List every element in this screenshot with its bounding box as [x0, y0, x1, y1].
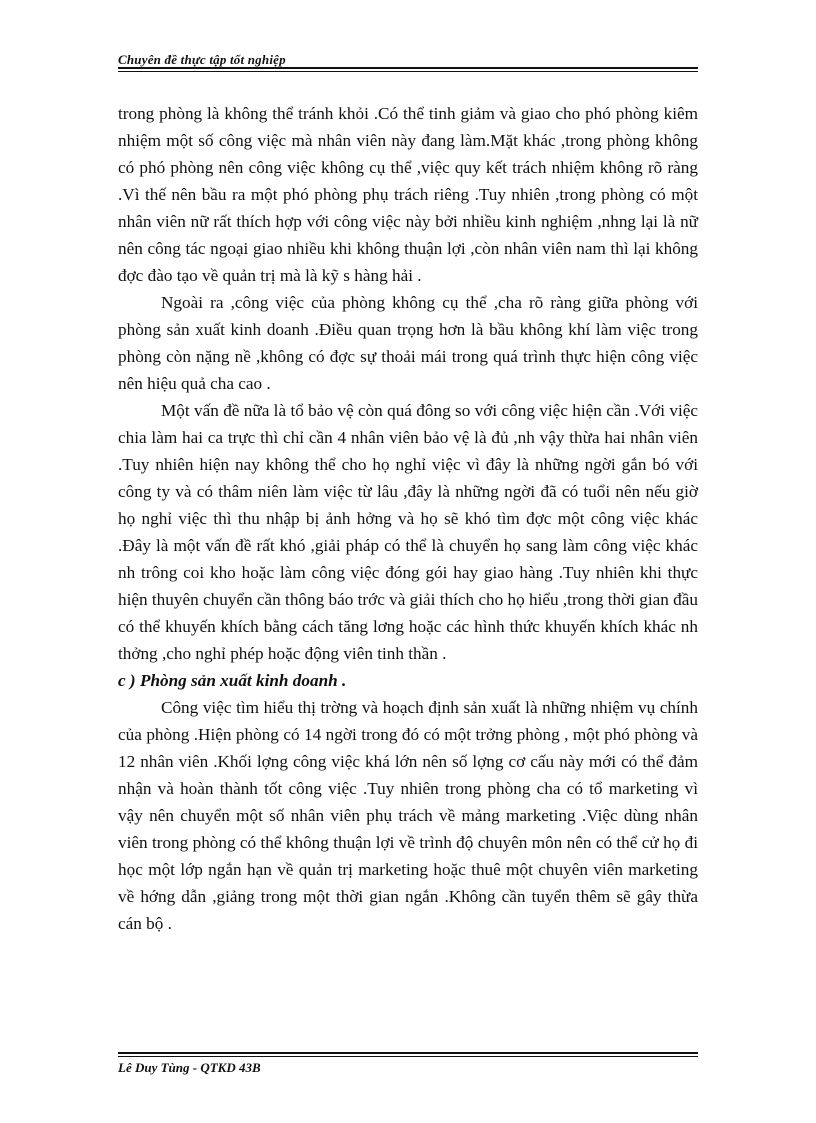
page-header-title: Chuyên đề thực tập tốt nghiệp — [118, 52, 286, 67]
header-divider — [118, 67, 698, 72]
body-paragraph-4: Công việc tìm hiểu thị trờng và hoạch định sản xuất là những nhiệm vụ chính của phòng .Hiện phòng có 14 ngời trong đó có một trởng phòng , một phó phòng và 12 nhân viên .Khối lợng công việc khá lớn nên số lợng cơ cấu này mới có thể đảm nhận và hoàn thành tốt công việc .Tuy nhiên trong phòng cha có tổ marketing vì vậy nên chuyển một số nhân viên phụ trách về mảng marketing .Việc dùng nhân viên trong phòng có thể không thuận lợi về trình độ chuyên môn nên có thể cử họ đi học một lớp ngắn hạn về quản trị marketing hoặc thuê một chuyên viên marketing về hớng dẫn ,giảng trong một thời gian ngắn .Không cần tuyển thêm sẽ gây thừa cán bộ . — [118, 698, 698, 933]
section-heading: c ) Phòng sản xuất kinh doanh . — [118, 671, 347, 690]
page-footer-author: Lê Duy Tùng - QTKD 43B — [118, 1060, 261, 1075]
body-paragraph-3: Một vấn đề nữa là tổ bảo vệ còn quá đông so với công việc hiện cần .Với việc chia làm hai ca trực thì chỉ cần 4 nhân viên bảo vệ là đủ ,nh vậy thừa hai nhân viên .Tuy nhiên hiện nay không thể cho họ nghỉ việc vì đây là những ngời gắn bó với công ty và có thâm niên làm việc từ lâu ,đây là những ngời đã có tuổi nên nếu giờ họ nghỉ việc thì thu nhập bị ảnh hởng và họ sẽ khó tìm đợc một công việc khác .Đây là một vấn đề rất khó ,giải pháp có thể là chuyển họ sang làm công việc khác nh trông coi kho hoặc làm công việc đóng gói hay giao hàng .Tuy nhiên khi thực hiện thuyên chuyển cần thông báo trớc và giải thích cho họ hiểu ,trong thời gian đầu có thể khuyến khích bằng cách tăng lơng hoặc các hình thức khuyến khích khác nh thởng ,cho nghỉ phép hoặc động viên tinh thần . — [118, 401, 698, 663]
document-body — [118, 100, 698, 937]
body-paragraph-1: trong phòng là không thể tránh khỏi .Có thể tinh giảm và giao cho phó phòng kiêm nhiệm một số công việc mà nhân viên này đang làm.Mặt khác ,trong phòng không có phó phòng nên công việc không cụ thể ,việc quy kết trách nhiệm không rõ ràng .Vì thế nên bầu ra một phó phòng phụ trách riêng .Tuy nhiên ,trong phòng có một nhân viên nữ rất thích hợp với công việc này bởi nhiều kinh nghiệm ,nhng lại là nữ nên công tác ngoại giao nhiều khi không thuận lợi ,còn nhân viên nam thì lại không đợc đào tạo về quản trị mà là kỹ s hàng hải . — [118, 104, 698, 285]
body-paragraph-2: Ngoài ra ,công việc của phòng không cụ thể ,cha rõ ràng giữa phòng với phòng sản xuất kinh doanh .Điều quan trọng hơn là bầu không khí làm việc trong phòng còn nặng nề ,không có đợc sự thoải mái trong quá trình thực hiện công việc nên hiệu quả cha cao . — [118, 293, 698, 393]
footer-divider — [118, 1052, 698, 1057]
